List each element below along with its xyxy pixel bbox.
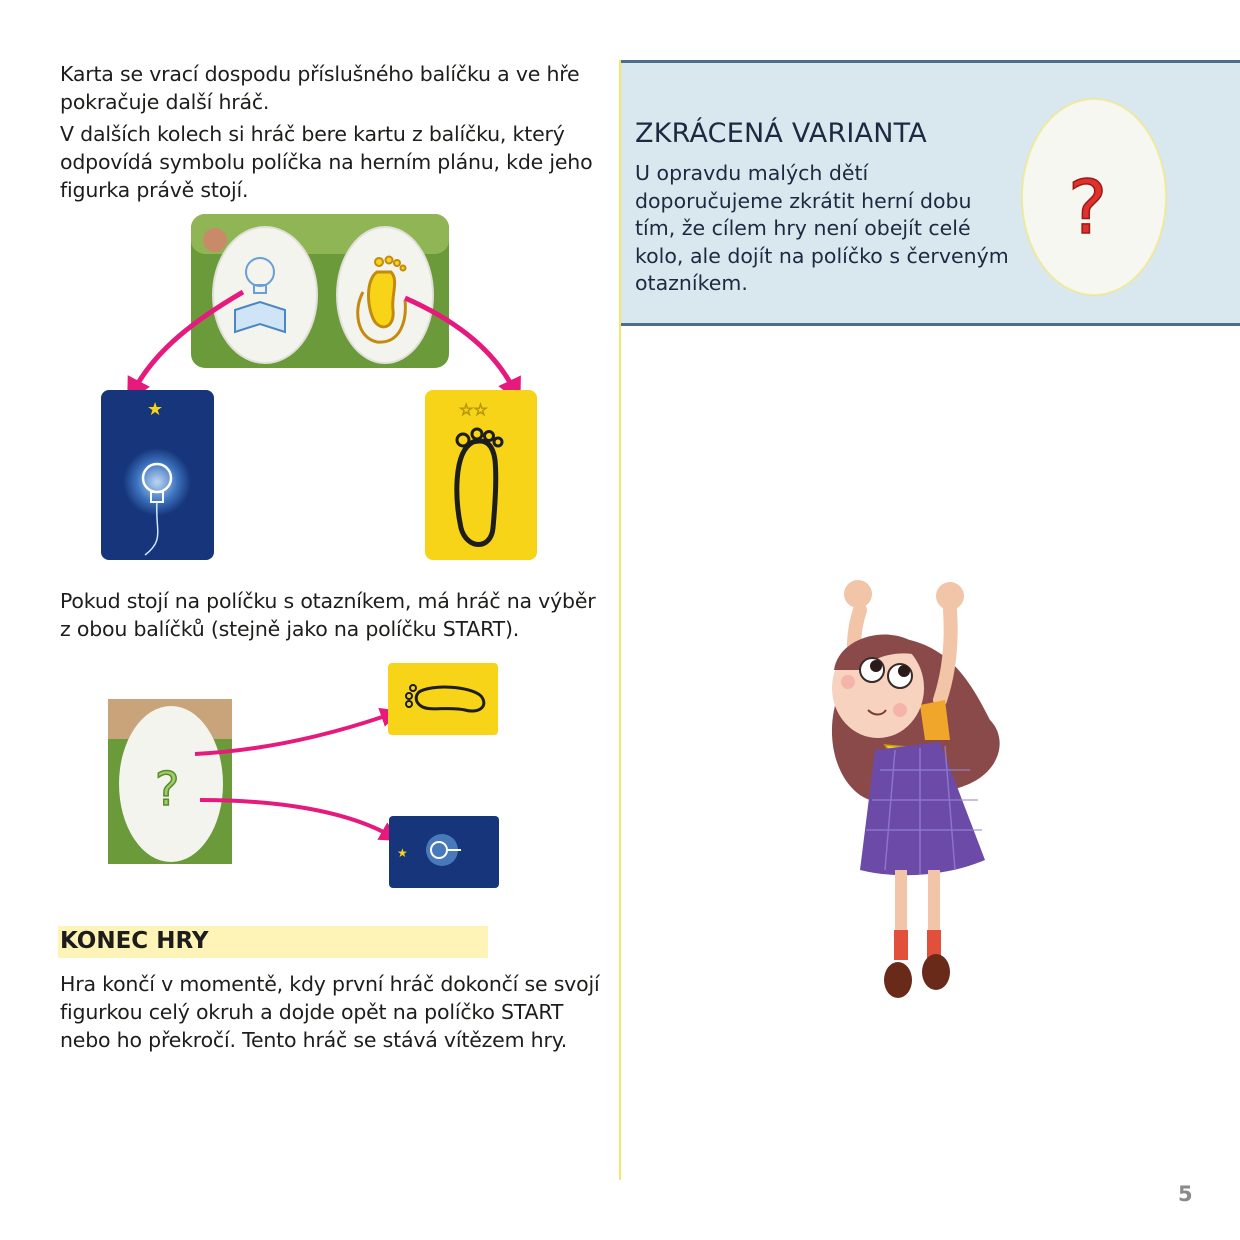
short-variant-box <box>621 60 1240 326</box>
small-blue-bulb-card <box>389 816 499 888</box>
board-fragment <box>191 214 449 368</box>
girl-reaching-up-illustration <box>800 570 1000 1010</box>
short-variant-title: ZKRÁCENÁ VARIANTA <box>635 118 927 149</box>
konec-hry-title: KONEC HRY <box>60 928 209 954</box>
small-star-icon: ★ <box>397 846 408 860</box>
paragraph-card-return: Karta se vrací dospodu příslušného balíčku a ve hře pokračuje další hráč. <box>60 62 580 114</box>
board-to-cards-illustration <box>95 210 555 570</box>
paragraph-next-rounds: V dalších kolech si hráč bere kartu z balíčku, který odpovídá symbolu políčka na herním plánu, kde jeho figurka právě stojí. <box>60 122 593 202</box>
red-question-mark-icon: ? <box>1068 165 1108 251</box>
red-question-egg <box>1016 91 1176 301</box>
star-icon: ★ <box>147 399 164 420</box>
page-number: 5 <box>1178 1182 1193 1206</box>
section-heading-konec-hry <box>58 926 488 958</box>
question-to-cards-illustration <box>105 660 505 890</box>
star-outline-icon: ☆☆ <box>459 400 488 419</box>
yellow-foot-card <box>425 390 537 560</box>
question-field-board <box>108 699 232 864</box>
paragraph-question-field: Pokud stojí na políčku s otazníkem, má hráč na výběr z obou balíčků (stejně jako na políčku START). <box>60 589 596 641</box>
bulb-field-egg <box>213 227 317 363</box>
question-mark-icon: ? <box>155 762 180 816</box>
small-yellow-foot-card <box>388 663 498 735</box>
paragraph-end-of-game: Hra končí v momentě, kdy první hráč dokončí se svojí figurkou celý okruh a dojde opět na políčko START nebo ho překročí. Tento hráč se stává vítězem hry. <box>60 972 600 1052</box>
short-variant-text: U opravdu malých dětí doporučujeme zkrátit herní dobu tím, že cílem hry není obejít celé kolo, ale dojít na políčko s červeným otazníkem. <box>635 161 1009 295</box>
blue-bulb-card <box>101 390 214 560</box>
